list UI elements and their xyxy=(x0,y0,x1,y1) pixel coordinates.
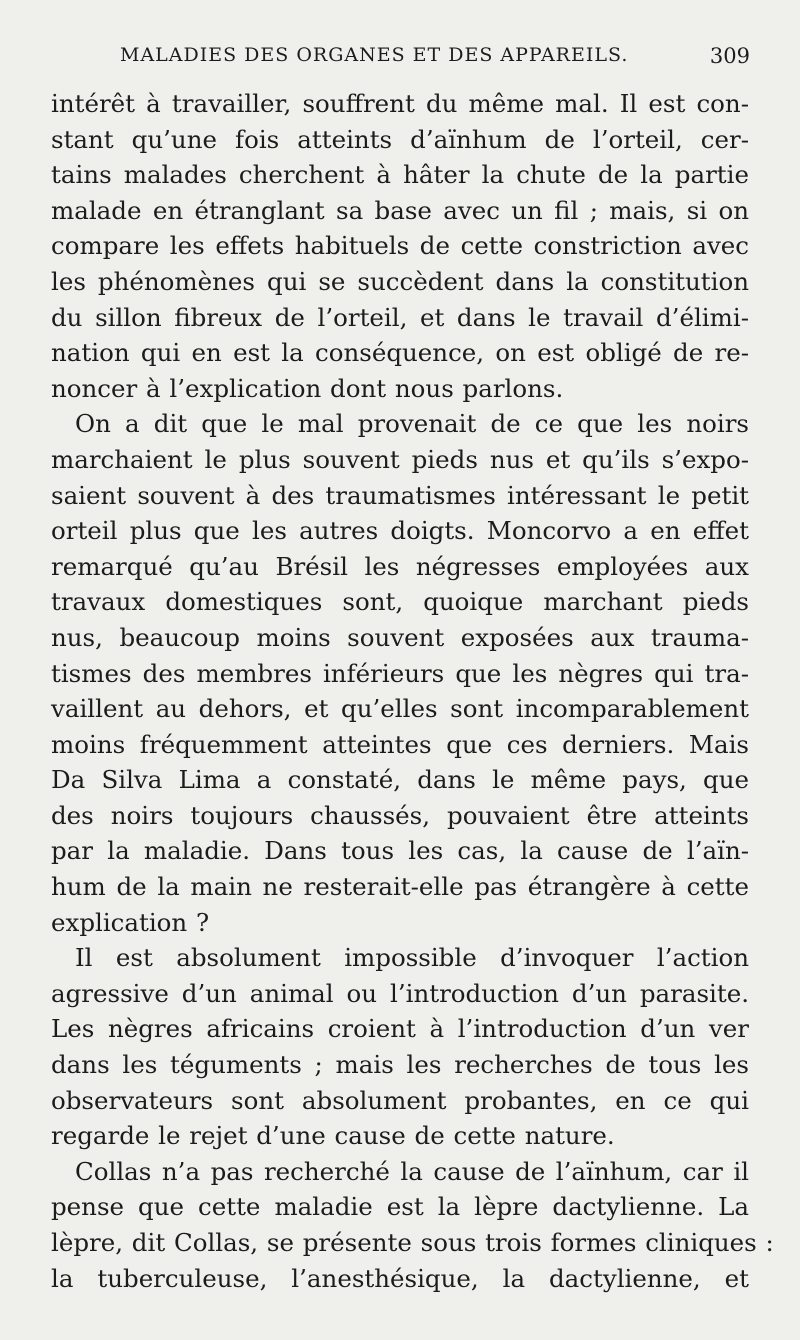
text-line: vaillent au dehors, et qu’elles sont incomparablement xyxy=(51,694,749,724)
text-line: intérêt à travailler, souffrent du même mal. Il est con- xyxy=(51,89,749,118)
text-line: tains malades cherchent à hâter la chute de la partie xyxy=(51,160,749,190)
text-line: dans les téguments ; mais les recherches de tous les xyxy=(51,1050,749,1080)
text-line: Collas n’a pas recherché la cause de l’aïnhum, car il xyxy=(75,1156,749,1186)
text-line: moins fréquemment atteintes que ces derniers. Mais xyxy=(51,729,749,759)
text-line: saient souvent à des traumatismes intéressant le petit xyxy=(51,480,749,510)
text-line: orteil plus que les autres doigts. Moncorvo a en effet xyxy=(51,516,749,546)
text-line: remarqué qu’au Brésil les négresses employées aux xyxy=(51,551,749,581)
text-line: compare les effets habituels de cette constriction avec xyxy=(51,231,749,261)
text-line: des noirs toujours chaussés, pouvaient être atteints xyxy=(51,800,749,830)
text-line: Da Silva Lima a constaté, dans le même pays, que xyxy=(51,765,749,795)
text-line: nation qui en est la conséquence, on est obligé de re- xyxy=(51,338,749,368)
text-line: observateurs sont absolument probantes, en ce qui xyxy=(51,1085,749,1115)
text-line: nus, beaucoup moins souvent exposées aux trauma- xyxy=(51,622,749,652)
body-text xyxy=(51,86,774,1296)
text-line: lèpre, dit Collas, se présente sous trois formes cliniques : xyxy=(51,1228,774,1257)
text-line: noncer à l’explication dont nous parlons. xyxy=(51,373,564,403)
text-line: tismes des membres inférieurs que les nègres qui tra- xyxy=(51,658,749,688)
text-line: agressive d’un animal ou l’introduction d’un parasite. xyxy=(51,978,749,1008)
text-line: travaux domestiques sont, quoique marchant pieds xyxy=(51,587,749,617)
text-line: Il est absolument impossible d’invoquer l’action xyxy=(75,943,749,973)
text-line: par la maladie. Dans tous les cas, la cause de l’aïn- xyxy=(51,836,749,866)
page-header xyxy=(120,44,750,74)
text-line: regarde le rejet d’une cause de cette nature. xyxy=(51,1121,615,1151)
text-line: explication ? xyxy=(51,907,210,937)
text-line: hum de la main ne resterait-elle pas étrangère à cette xyxy=(51,872,749,902)
text-line: les phénomènes qui se succèdent dans la constitution xyxy=(51,266,749,296)
page-number: 309 xyxy=(709,44,750,68)
running-title: MALADIES DES ORGANES ET DES APPAREILS. xyxy=(120,44,629,66)
text-line: la tuberculeuse, l’anesthésique, la dactylienne, et xyxy=(51,1263,749,1293)
text-line: Les nègres africains croient à l’introduction d’un ver xyxy=(51,1014,749,1044)
text-line: du sillon fibreux de l’orteil, et dans le travail d’élimi- xyxy=(51,302,749,332)
text-line: stant qu’une fois atteints d’aïnhum de l’orteil, cer- xyxy=(51,124,749,154)
text-line: On a dit que le mal provenait de ce que les noirs xyxy=(75,409,749,439)
text-line: pense que cette maladie est la lèpre dactylienne. La xyxy=(51,1192,749,1222)
text-line: malade en étranglant sa base avec un fil ; mais, si on xyxy=(51,195,749,225)
text-line: marchaient le plus souvent pieds nus et qu’ils s’expo- xyxy=(51,444,749,474)
